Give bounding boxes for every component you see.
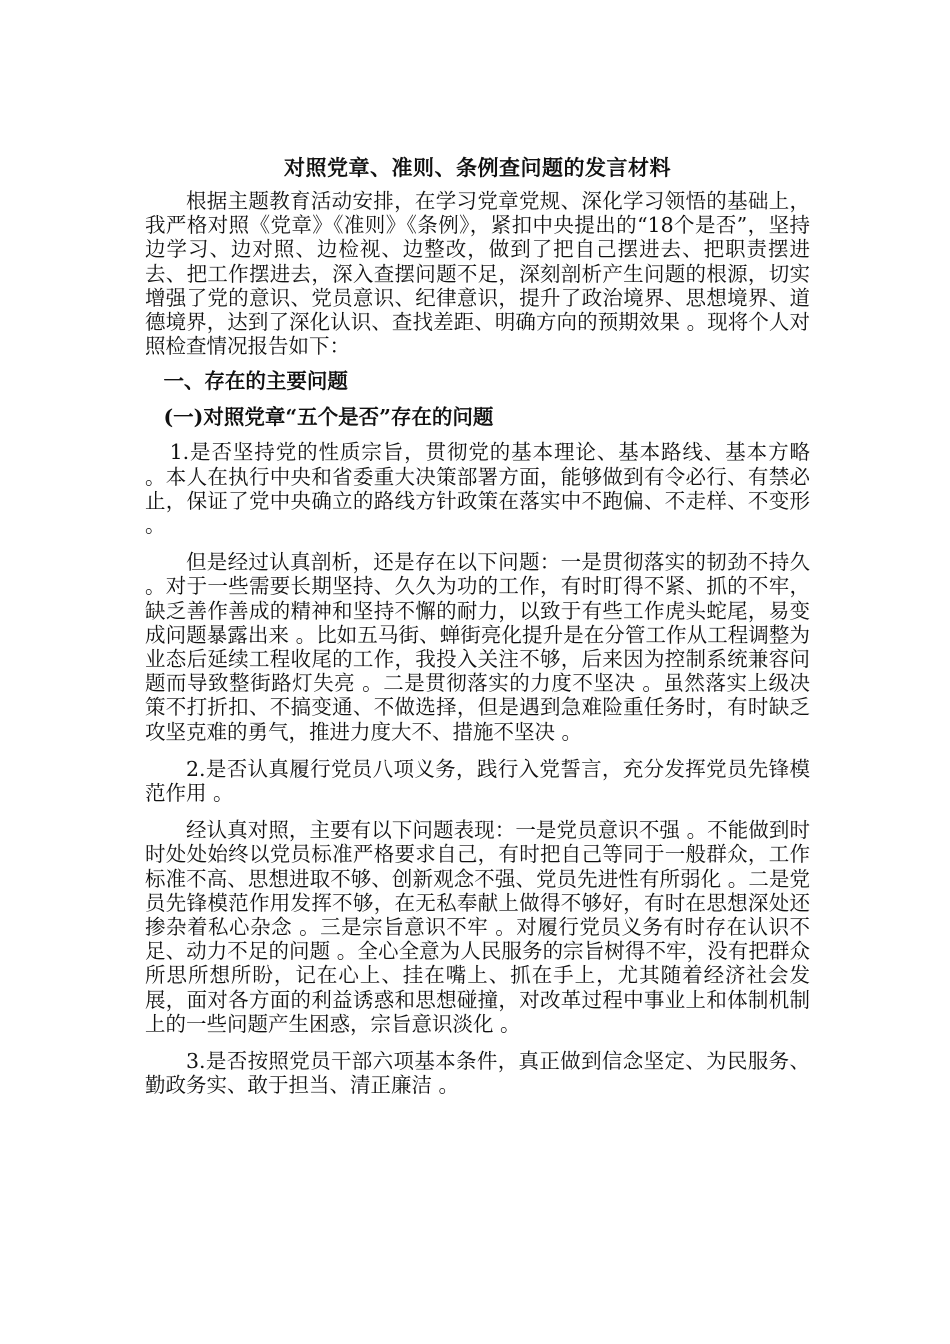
item-1-paragraph: 1.是否坚持党的性质宗旨，贯彻党的基本理论、基本路线、基本方略 。本人在执行中央和省委重大决策部署方面，能够做到有令必行、有禁必止，保证了党中央确立的路线方针政策在落实中不跑偏、不走样、不变形 。 (145, 440, 810, 538)
item-2-paragraph: 2.是否认真履行党员八项义务，践行入党誓言，充分发挥党员先锋模范作用 。 (145, 756, 810, 806)
item-3-paragraph: 3.是否按照党员干部六项基本条件，真正做到信念坚定、为民服务、勤政务实、敢于担当、清正廉洁 。 (145, 1049, 810, 1098)
item-1-analysis-paragraph: 但是经过认真剖析，还是存在以下问题：一是贯彻落实的韧劲不持久 。对于一些需要长期坚持、久久为功的工作，有时盯得不紧、抓的不牢，缺乏善作善成的精神和坚持不懈的耐力，以致于有些工作虎头蛇尾，易变成问题暴露出来 。比如五马街、蝉街亮化提升是在分管工作从工程调整为业态后延续工程收尾的工作，我投入关注不够，后来因为控制系统兼容问题而导致整街路灯失亮 。二是贯彻落实的力度不坚决 。虽然落实上级决策不打折扣、不搞变通、不做选择，但是遇到急难险重任务时，有时缺乏攻坚克难的勇气，推进力度大不、措施不坚决 。 (145, 550, 810, 744)
section-heading-main-problems: 一、存在的主要问题 (163, 369, 348, 394)
item-2-analysis-paragraph: 经认真对照，主要有以下问题表现：一是党员意识不强 。不能做到时时处处始终以党员标准严格要求自己，有时把自己等同于一般群众，工作标准不高、思想进取不够、创新观念不强、党员先进性有所弱化 。二是党员先锋模范作用发挥不够，在无私奉献上做得不够好，有时在思想深处还掺杂着私心杂念 。三是宗旨意识不牢 。对履行党员义务有时存在认识不足、动力不足的问题 。全心全意为人民服务的宗旨树得不牢，没有把群众所思所想所盼，记在心上、挂在嘴上、抓在手上，尤其随着经济社会发展，面对各方面的利益诱惑和思想碰撞，对改革过程中事业上和体制机制上的一些问题产生困惑，宗旨意识淡化 。 (145, 818, 810, 1036)
document-title: 对照党章、准则、条例查问题的发言材料 (284, 155, 671, 180)
subsection-heading-five-whethers: (一)对照党章“五个是否”存在的问题 (163, 405, 494, 430)
document-page (145, 155, 810, 1111)
intro-paragraph: 根据主题教育活动安排，在学习党章党规、深化学习领悟的基础上，我严格对照《党章》《准则》《条例》，紧扣中央提出的“18个是否”，坚持边学习、边对照、边检视、边整改，做到了把自己摆进去、把职责摆进去、把工作摆进去，深入查摆问题不足，深刻剖析产生问题的根源，切实增强了党的意识、党员意识、纪律意识，提升了政治境界、思想境界、道德境界，达到了深化认识、查找差距、明确方向的预期效果 。现将个人对照检查情况报告如下： (145, 189, 810, 359)
